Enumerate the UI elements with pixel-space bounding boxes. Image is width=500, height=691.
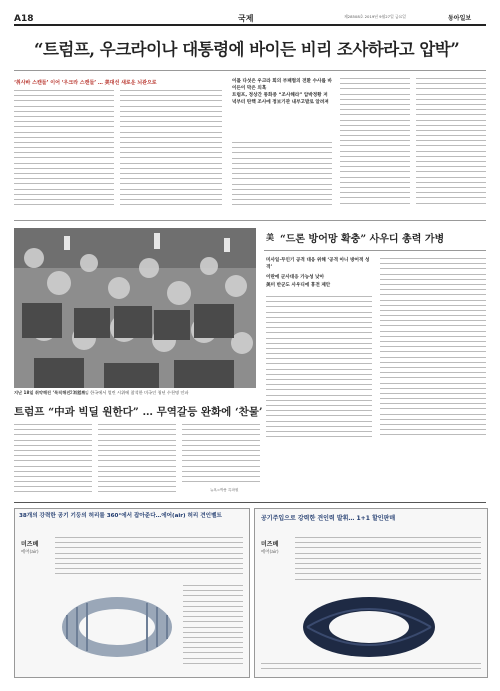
ad-1-brand: 미즈베 xyxy=(21,541,39,548)
third-article-title: 트럼프 “中과 빅딜 원한다” … 무역갈등 완화에 ‘찬물’ xyxy=(14,406,263,418)
ad-2[interactable] xyxy=(254,508,488,678)
page-number: A18 xyxy=(14,14,34,24)
lead-column-4 xyxy=(340,78,410,208)
header-rule xyxy=(14,24,486,26)
photo-caption-bold: 지난 18일 취약해진 ‘묵직해진’ 트럼프 xyxy=(14,390,86,395)
ad-1-text-right xyxy=(183,585,243,665)
lead-column-3 xyxy=(232,142,332,208)
ad-1-belt-image xyxy=(57,585,177,665)
second-column-1 xyxy=(266,296,372,438)
lead-rule xyxy=(14,70,486,71)
third-column-2 xyxy=(98,424,176,494)
third-column-3 xyxy=(182,424,260,486)
issue-date: 제28508호 2019년 9월27일 금요일 xyxy=(344,14,406,19)
photo-caption: 21일 재임 한국에서 열린 시위에 참석한 미국인 청년 수천명 인파 xyxy=(70,390,189,395)
third-byline: 뉴욕=박용 특파원 xyxy=(210,488,239,492)
lead-column-5 xyxy=(416,78,486,208)
ad-1-sub: 에어(air) xyxy=(21,550,39,555)
second-subhead: 미사일·무인기 공격 대응 위해 ‘공격 아니 방어적 성격’ xyxy=(266,258,370,270)
ad-2-collar-image xyxy=(299,591,439,661)
ad-1-text-block xyxy=(55,537,243,577)
second-article-tag: 美 xyxy=(266,233,274,242)
ad-2-text-block xyxy=(295,537,481,583)
second-subhead-3: 美미 반군도 사우디에 휴전 제안 xyxy=(266,283,331,288)
section-label: 국제 xyxy=(238,14,254,23)
second-article-title: “드론 방어망 확충” 사우디 총력 가병 xyxy=(280,234,445,245)
second-subhead-2: 이란에 군사대응 가능성 낮아 xyxy=(266,275,325,280)
ad-2-text-bottom xyxy=(261,663,481,675)
lead-column-2 xyxy=(120,90,222,208)
lead-column-1 xyxy=(14,90,114,208)
third-column-1 xyxy=(14,424,92,494)
lead-headline: “트럼프, 우크라이나 대통령에 바이든 비리 조사하라고 압박” xyxy=(34,40,460,59)
masthead-brand: 동아일보 xyxy=(448,15,472,22)
ad-2-sub: 에어(air) xyxy=(261,550,279,555)
lead-side-heading: 이틀 다섯은 우크라 회의 부패혐의 전환 수사를 바이든이 막은 의혹 트럼프, 정상간 통화중 “조사해라” 압박정황 저녁부터 탄핵 조사에 정보기관 내부고발로 알려져 xyxy=(232,79,332,105)
crowd-photo xyxy=(14,228,256,388)
lead-kicker: ‘취사바 스캔들’ 이어 ‘우크라 스캔들’ … 美대선 새로운 뇌관으로 xyxy=(14,80,157,86)
ad-2-brand: 미즈베 xyxy=(261,541,279,548)
second-column-2 xyxy=(380,258,486,438)
second-article-rule xyxy=(264,250,486,251)
ad-separator xyxy=(14,502,486,503)
ad-2-title: 공기주입으로 강력한 견인력 발휘… 1+1 할인판매 xyxy=(261,515,396,522)
section-rule xyxy=(14,220,486,221)
ad-1-title: 38개의 강력한 공기 기둥의 허리를 360°에서 잡아준다…에어(air) 허리 견인벨트 xyxy=(19,513,222,519)
ad-1[interactable] xyxy=(14,508,250,678)
